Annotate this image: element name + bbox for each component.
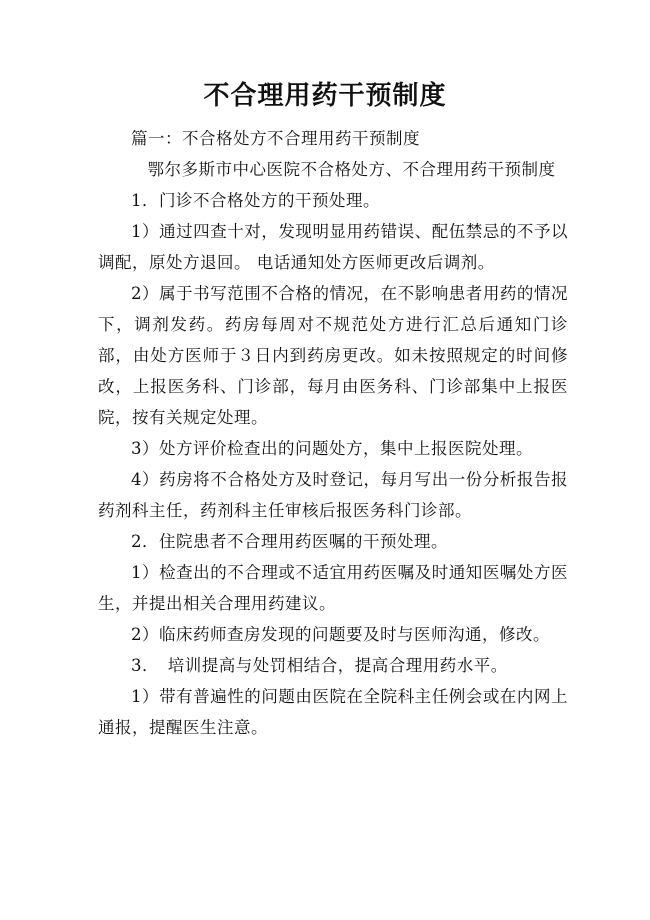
document-body	[98, 123, 568, 743]
paragraph-item-1-3: 3）处方评价检查出的问题处方，集中上报医院处理。	[131, 439, 533, 458]
paragraph-item-2-2: 2）临床药师查房发现的问题要及时与医师沟通，修改。	[131, 625, 550, 644]
document-subtitle: 篇一：不合格处方不合理用药干预制度	[131, 129, 420, 148]
paragraph-item-3-1: 1）带有普遍性的问题由医院在全院科主任例会或在内网上通报，提醒医生注意。	[98, 687, 568, 737]
paragraph-item-1-2: 2）属于书写范围不合格的情况，在不影响患者用药的情况下，调剂发药。药房每周对不规范处方进行汇总后通知门诊部，由处方医师于３日内到药房更改。如未按照规定的时间修改，上报医务科、门诊部，每月由医务科、门诊部集中上报医院，按有关规定处理。	[98, 284, 568, 427]
paragraph-item-1-4: 4）药房将不合格处方及时登记，每月写出一份分析报告报药剂科主任，药剂科主任审核后报医务科门诊部。	[98, 470, 568, 520]
paragraph-section-2: 2．住院患者不合理用药医嘱的干预处理。	[131, 532, 448, 551]
paragraph-hospital-heading: 鄂尔多斯市中心医院不合格处方、不合理用药干预制度	[147, 160, 556, 179]
paragraph-section-3: 3． 培训提高与处罚相结合，提高合理用药水平。	[131, 656, 508, 675]
paragraph-section-1: 1．门诊不合格处方的干预处理。	[131, 191, 380, 210]
paragraph-item-2-1: 1）检查出的不合理或不适宜用药医嘱及时通知医嘱处方医生，并提出相关合理用药建议。	[98, 563, 568, 613]
paragraph-item-1-1: 1）通过四查十对，发现明显用药错误、配伍禁忌的不予以调配，原处方退回。 电话通知处方医师更改后调剂。	[98, 222, 568, 272]
document-title: 不合理用药干预制度	[203, 81, 447, 111]
